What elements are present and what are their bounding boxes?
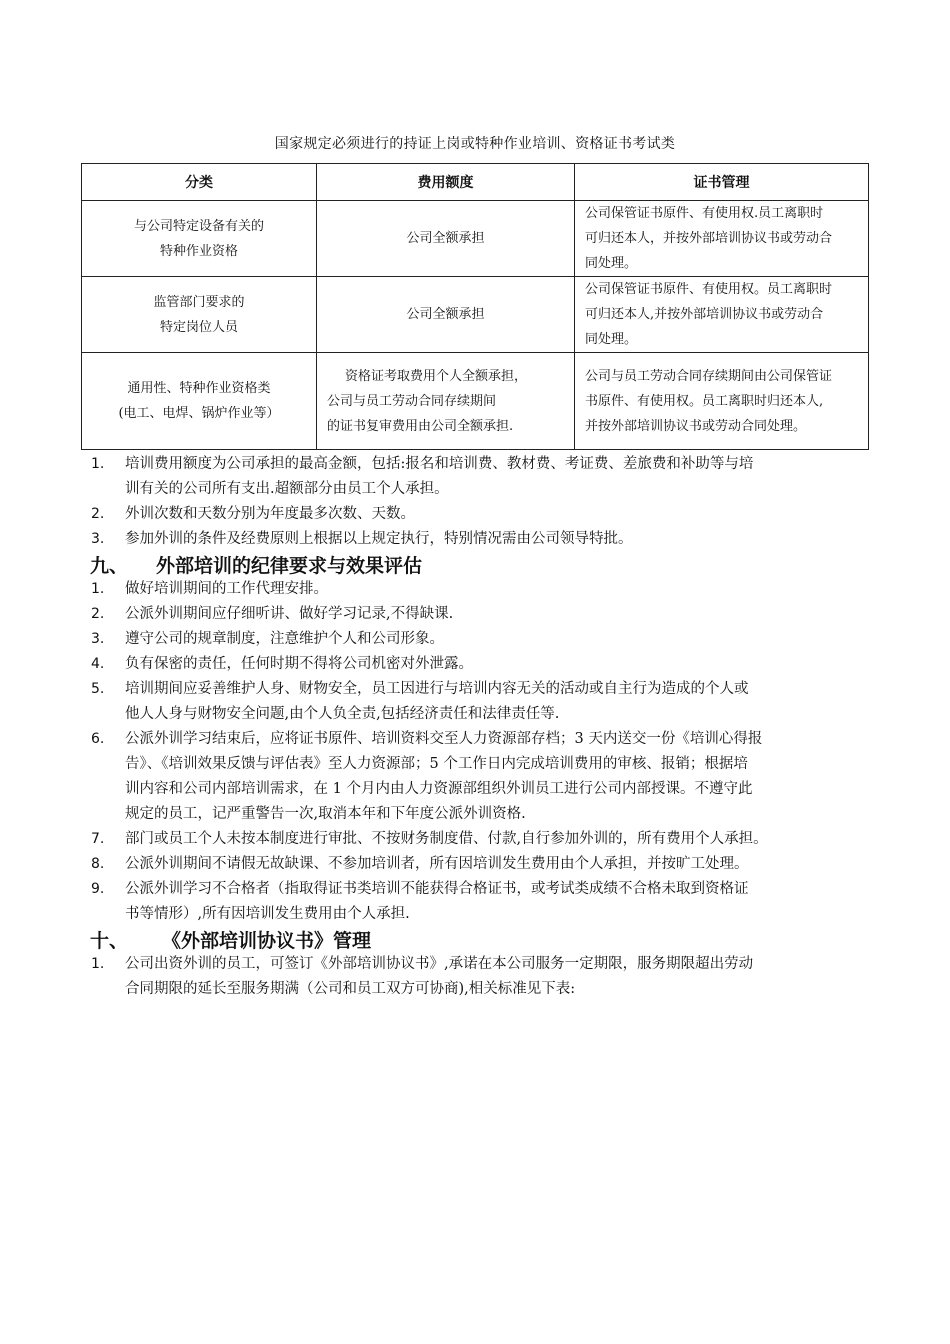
- table-caption: 国家规定必须进行的持证上岗或特种作业培训、资格证书考试类: [274, 136, 676, 152]
- table-row: [82, 201, 869, 277]
- note-line: 训有关的公司所有支出.超额部分由员工个人承担。: [125, 481, 449, 497]
- cert-cell: 公司保管证书原件、有使用权。员工离职时 可归还本人,并按外部培训协议书或劳动合 同处理。: [575, 277, 869, 353]
- list-number: 6.: [91, 731, 105, 747]
- section-9-heading: [90, 551, 422, 578]
- list-line: 负有保密的责任，任何时期不得将公司机密对外泄露。: [125, 656, 473, 672]
- note-number: 3.: [91, 531, 105, 547]
- list-line: 公派外训学习结束后，应将证书原件、培训资料交至人力资源部存档；3 天内送交一份《培训心得报: [125, 731, 763, 747]
- list-number: 7.: [91, 831, 105, 847]
- list-line: 培训期间应妥善维护人身、财物安全，员工因进行与培训内容无关的活动或自主行为造成的个人或: [125, 681, 749, 697]
- note-line: 外训次数和天数分别为年度最多次数、天数。: [125, 506, 415, 522]
- list-line: 告》、《培训效果反馈与评估表》至人力资源部；5 个工作日内完成培训费用的审核、报销；根据培: [125, 756, 748, 772]
- category-cell: 通用性、特种作业资格类 (电工、电焊、锅炉作业等）: [82, 353, 317, 450]
- section-10-title: 《外部培训协议书》管理: [162, 930, 372, 952]
- list-number: 3.: [91, 631, 105, 647]
- section-9-number: 九、: [90, 555, 129, 577]
- list-line: 书等情形）,所有因培训发生费用由个人承担.: [125, 906, 410, 922]
- fee-cell: 资格证考取费用个人全额承担， 公司与员工劳动合同存续期间 的证书复审费用由公司全额承担.: [317, 353, 575, 450]
- fee-cell: 公司全额承担: [317, 201, 575, 277]
- list-number: 8.: [91, 856, 105, 872]
- table-header-row: [82, 164, 869, 201]
- cert-cell: 公司与员工劳动合同存续期间由公司保管证 书原件、有使用权。员工离职时归还本人, 并按外部培训协议书或劳动合同处理。: [575, 353, 869, 450]
- list-number: 4.: [91, 656, 105, 672]
- list-line: 他人人身与财物安全问题,由个人负全责,包括经济责任和法律责任等.: [125, 706, 560, 722]
- table-row: [82, 353, 869, 450]
- list-line: 遵守公司的规章制度，注意维护个人和公司形象。: [125, 631, 444, 647]
- list-number: 2.: [91, 606, 105, 622]
- note-number: 1.: [91, 456, 105, 472]
- list-line: 做好培训期间的工作代理安排。: [125, 581, 328, 597]
- list-line: 公派外训期间不请假无故缺课、不参加培训者，所有因培训发生费用由个人承担，并按旷工处理。: [125, 856, 749, 872]
- section-10-heading: [90, 926, 371, 953]
- list-number: 1.: [91, 956, 105, 972]
- list-number: 1.: [91, 581, 105, 597]
- category-cell: 与公司特定设备有关的 特种作业资格: [82, 201, 317, 277]
- list-line: 公司出资外训的员工，可签订《外部培训协议书》,承诺在本公司服务一定期限，服务期限超出劳动: [125, 956, 754, 972]
- list-line: 公派外训期间应仔细听讲、做好学习记录,不得缺课.: [125, 606, 454, 622]
- list-line: 部门或员工个人未按本制度进行审批、不按财务制度借、付款,自行参加外训的，所有费用个人承担。: [125, 831, 768, 847]
- list-line: 规定的员工，记严重警告一次,取消本年和下年度公派外训资格.: [125, 806, 526, 822]
- list-line: 合同期限的延长至服务期满（公司和员工双方可协商),相关标准见下表:: [125, 981, 576, 997]
- cert-cell: 公司保管证书原件、有使用权.员工离职时 可归还本人，并按外部培训协议书或劳动合 同处理。: [575, 201, 869, 277]
- note-line: 培训费用额度为公司承担的最高金额，包括:报名和培训费、教材费、考证费、差旅费和补助等与培: [125, 456, 754, 472]
- header-fee: 费用额度: [317, 164, 575, 201]
- section-9-title: 外部培训的纪律要求与效果评估: [156, 555, 423, 577]
- category-cell: 监管部门要求的 特定岗位人员: [82, 277, 317, 353]
- list-line: 训内容和公司内部培训需求，在 1 个月内由人力资源部组织外训员工进行公司内部授课。不遵守此: [125, 781, 753, 797]
- list-number: 9.: [91, 881, 105, 897]
- header-category: 分类: [82, 164, 317, 201]
- table-row: [82, 277, 869, 353]
- section-10-number: 十、: [90, 930, 129, 952]
- list-number: 5.: [91, 681, 105, 697]
- note-line: 参加外训的条件及经费原则上根据以上规定执行，特别情况需由公司领导特批。: [125, 531, 633, 547]
- list-line: 公派外训学习不合格者（指取得证书类培训不能获得合格证书，或考试类成绩不合格未取到资格证: [125, 881, 749, 897]
- note-number: 2.: [91, 506, 105, 522]
- fee-cell: 公司全额承担: [317, 277, 575, 353]
- certificate-cost-table: [81, 163, 869, 450]
- header-certificate: 证书管理: [575, 164, 869, 201]
